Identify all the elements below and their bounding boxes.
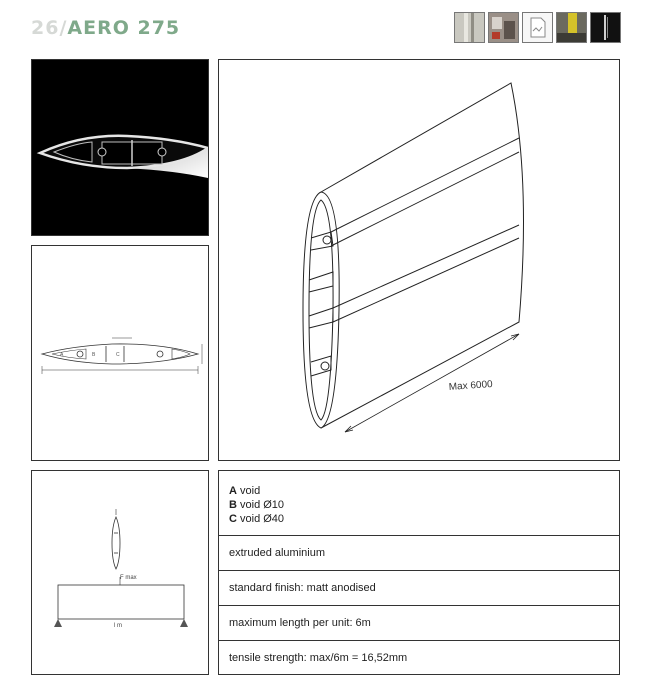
thumb-drawing[interactable] <box>522 12 553 43</box>
spec-tensile: tensile strength: max/6m = 16,52mm <box>229 652 408 664</box>
spec-finish: standard finish: matt anodised <box>219 571 619 606</box>
spec-max-length: maximum length per unit: 6m <box>219 606 619 641</box>
thumb-photo-yellow[interactable] <box>556 12 587 43</box>
product-number: 26/ <box>31 17 68 39</box>
section-label-a: A <box>60 352 64 358</box>
thumb-photo-dark[interactable] <box>590 12 621 43</box>
void-b-text: void Ø10 <box>240 499 285 511</box>
render-max-length: Max 6000 <box>448 378 494 393</box>
load-fmax-label: F max <box>120 575 137 581</box>
void-a-letter: A <box>229 485 237 497</box>
thumb-photo-grey[interactable] <box>454 12 485 43</box>
section-label-b: B <box>92 352 96 358</box>
profile-3d-render <box>218 59 620 461</box>
product-name: AERO 275 <box>67 17 181 39</box>
void-c-text: void Ø40 <box>240 513 285 525</box>
spec-voids <box>219 471 619 536</box>
spec-material: extruded aluminium <box>219 536 619 571</box>
section-drawing <box>31 245 209 461</box>
void-b-line <box>229 498 619 512</box>
spec-table <box>218 470 620 675</box>
load-diagram <box>31 470 209 675</box>
void-c-letter: C <box>229 513 237 525</box>
profile-photo <box>31 59 209 236</box>
page-title <box>31 17 180 39</box>
load-length-label: l m <box>114 623 122 629</box>
void-a-line <box>229 484 619 498</box>
void-b-letter: B <box>229 499 237 511</box>
section-label-c: C <box>116 352 120 358</box>
void-a-text: void <box>240 485 261 497</box>
void-c-line <box>229 512 619 526</box>
thumb-photo-interior[interactable] <box>488 12 519 43</box>
